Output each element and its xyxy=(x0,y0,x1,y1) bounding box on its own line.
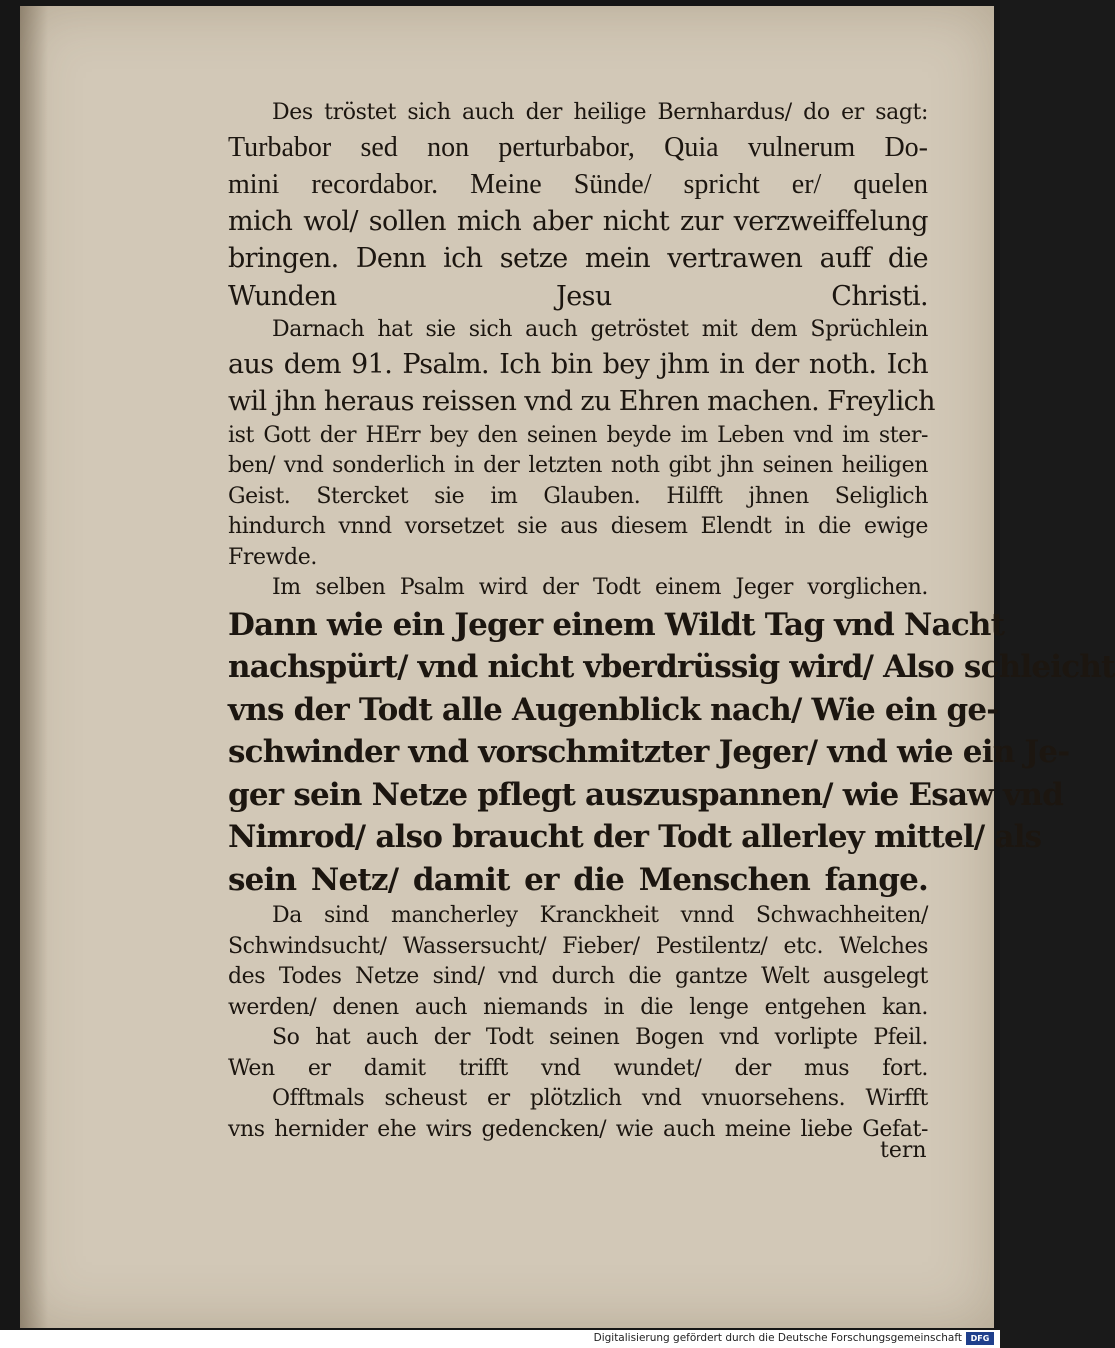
text-line: Offtmals scheust er plötzlich vnd vnuorsehens. Wirfft xyxy=(272,1086,928,1111)
text-line: ben/ vnd sonderlich in der letzten noth gibt jhn seinen heiligen xyxy=(228,453,928,478)
text-line: ger sein Netze pflegt auszuspannen/ wie Esaw vnd xyxy=(228,776,1063,813)
text-line: vns hernider ehe wirs gedencken/ wie auch meine liebe Gefat- xyxy=(228,1116,928,1142)
text-line: Darnach hat sie sich auch getröstet mit dem Sprüchlein xyxy=(272,317,928,342)
text-line: Wen er damit trifft vnd wundet/ der mus fort. xyxy=(228,1055,928,1081)
text-line: Da sind mancherley Kranckheit vnnd Schwachheiten/ xyxy=(272,903,928,928)
catchword: tern xyxy=(880,1138,927,1163)
footer-bar xyxy=(0,1330,1000,1348)
text-line: hindurch vnnd vorsetzet sie aus diesem Elendt in die ewige xyxy=(228,514,928,539)
text-line: Dann wie ein Jeger einem Wildt Tag vnd Nacht xyxy=(228,606,1005,643)
page-text xyxy=(228,98,1115,1145)
text-line: mich wol/ sollen mich aber nicht zur verzweiffelung xyxy=(228,205,928,237)
text-line: Turbabor sed non perturbabor, Quia vulnerum Do- xyxy=(228,131,928,163)
text-line: Geist. Stercket sie im Glauben. Hilfft jhnen Seliglich xyxy=(228,483,928,509)
text-line: wil jhn heraus reissen vnd zu Ehren machen. Freylich xyxy=(228,386,935,417)
text-line: sein Netz/ damit er die Menschen fange. xyxy=(228,861,928,898)
digitization-credit: Digitalisierung gefördert durch die Deutsche Forschungsgemeinschaft xyxy=(593,1332,962,1344)
text-line: des Todes Netze sind/ vnd durch die gantze Welt ausgelegt xyxy=(228,964,928,989)
dfg-logo: DFG xyxy=(966,1332,994,1345)
text-line: Wunden Jesu Christi. xyxy=(228,280,928,312)
text-line: vns der Todt alle Augenblick nach/ Wie ein ge- xyxy=(228,691,999,728)
text-line: Im selben Psalm wird der Todt einem Jeger vorglichen. xyxy=(272,575,928,600)
text-line: Des tröstet sich auch der heilige Bernhardus/ do er sagt: xyxy=(272,100,928,125)
text-line: aus dem 91. Psalm. Ich bin bey jhm in der noth. Ich xyxy=(228,348,928,380)
text-line: ist Gott der HErr bey den seinen beyde im Leben vnd im ster- xyxy=(228,422,928,448)
text-line: Frewde. xyxy=(228,544,317,570)
text-line: schwinder vnd vorschmitzter Jeger/ vnd wie ein Je- xyxy=(228,734,1070,770)
text-line: Schwindsucht/ Wassersucht/ Fieber/ Pestilentz/ etc. Welches xyxy=(228,933,928,959)
text-line: So hat auch der Todt seinen Bogen vnd vorlipte Pfeil. xyxy=(272,1025,928,1050)
text-line: werden/ denen auch niemands in die lenge entgehen kan. xyxy=(228,994,928,1020)
text-line: bringen. Denn ich setze mein vertrawen auff die xyxy=(228,243,928,274)
text-line: mini recordabor. Meine Sünde/ spricht er/ quelen xyxy=(228,168,928,200)
text-line: Nimrod/ also braucht der Todt allerley mittel/ als xyxy=(228,819,1042,855)
text-line: nachspürt/ vnd nicht vberdrüssig wird/ Also schleicht xyxy=(228,649,1115,685)
